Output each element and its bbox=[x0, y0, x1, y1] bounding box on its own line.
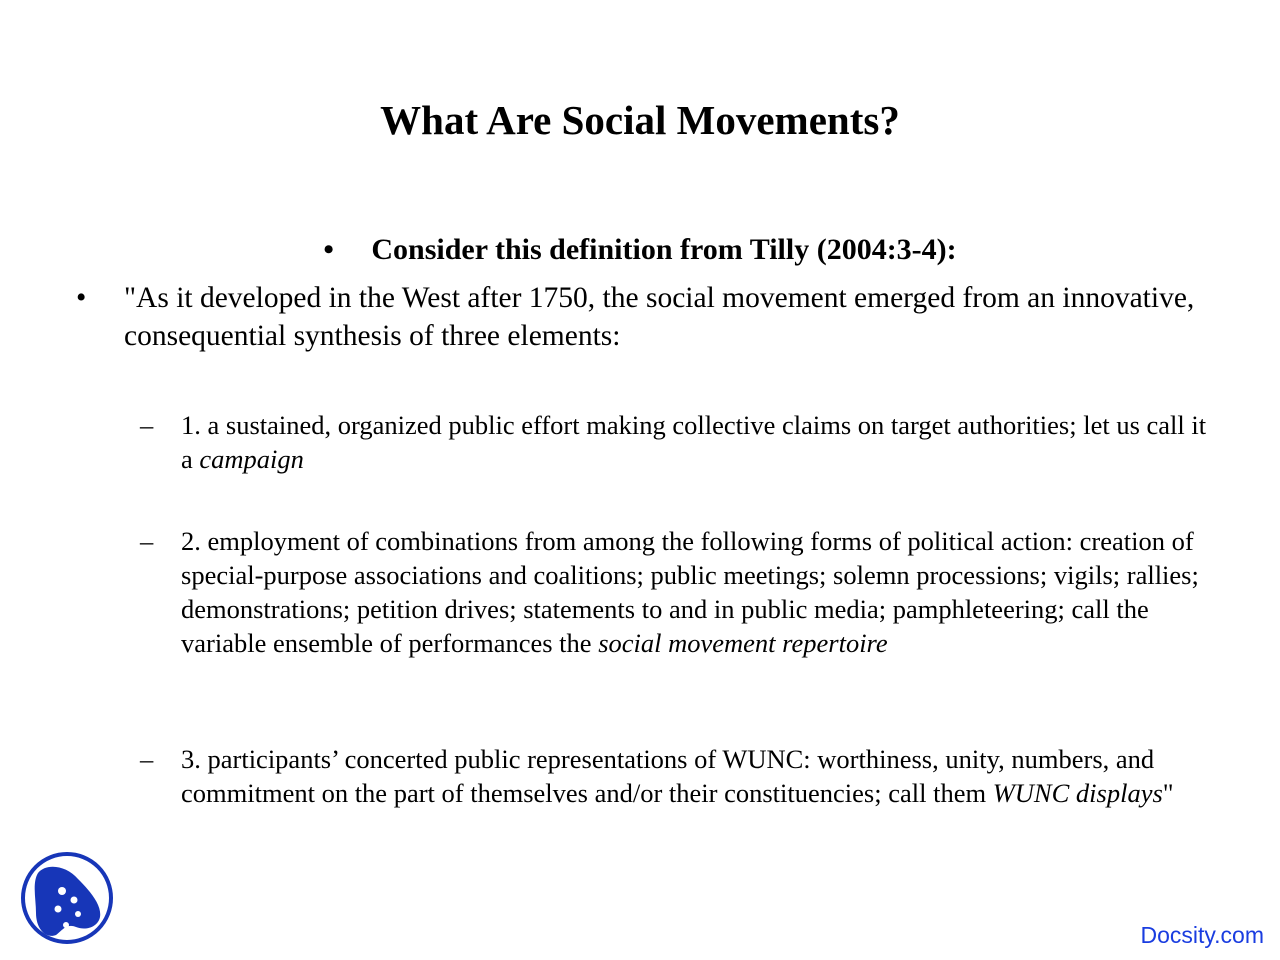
logo-dot bbox=[71, 897, 78, 904]
logo-dot bbox=[55, 906, 62, 913]
bullet-icon: • bbox=[323, 233, 334, 266]
definition-element-text bbox=[181, 408, 1220, 476]
definition-element-body: 2. employment of combinations from among the following forms of political action: creation of special-purpose associations and coalitions; public meetings; solemn processions; vigils; rallies; demonstrations; petition drives; statements to and in public media; pamphleteering; call the variable ensemble of performances the bbox=[181, 526, 1199, 658]
definition-element-tail: " bbox=[1162, 778, 1174, 808]
docsity-watermark-link[interactable]: Docsity.com bbox=[1140, 922, 1264, 948]
slide-title: What Are Social Movements? bbox=[380, 97, 900, 143]
definition-element-body: 1. a sustained, organized public effort making collective claims on target authorities; let us call it a bbox=[181, 410, 1207, 474]
quote-text: "As it developed in the West after 1750, the social movement emerged from an innovative, consequential synthesis of three elements: bbox=[124, 282, 1195, 352]
definition-element-emphasis: WUNC displays bbox=[992, 778, 1163, 808]
intro-bullet-item bbox=[0, 232, 1280, 268]
docsity-logo-icon bbox=[20, 851, 114, 945]
definition-element-emphasis: campaign bbox=[199, 444, 304, 474]
docsity-logo-graphic bbox=[20, 851, 114, 945]
quote-bullet-item bbox=[76, 279, 1206, 355]
definition-element-text bbox=[181, 524, 1220, 660]
definition-element-body: 3. participants’ concerted public representations of WUNC: worthiness, unity, numbers, and commitment on the part of themselves and/or their constituencies; call them bbox=[181, 744, 1155, 808]
definition-element-text bbox=[181, 742, 1220, 810]
definition-element-emphasis: social movement repertoire bbox=[598, 628, 888, 658]
definition-element-2 bbox=[140, 524, 1220, 660]
logo-dot bbox=[75, 911, 81, 917]
definition-element-1 bbox=[140, 408, 1220, 476]
definition-element-3 bbox=[140, 742, 1220, 810]
dash-icon: – bbox=[140, 744, 154, 774]
dash-icon: – bbox=[140, 526, 154, 556]
dash-icon: – bbox=[140, 410, 154, 440]
logo-dot bbox=[63, 922, 69, 928]
intro-text: Consider this definition from Tilly (2004:3-4): bbox=[371, 233, 957, 266]
logo-dot bbox=[58, 887, 66, 895]
bullet-icon: • bbox=[76, 282, 87, 314]
